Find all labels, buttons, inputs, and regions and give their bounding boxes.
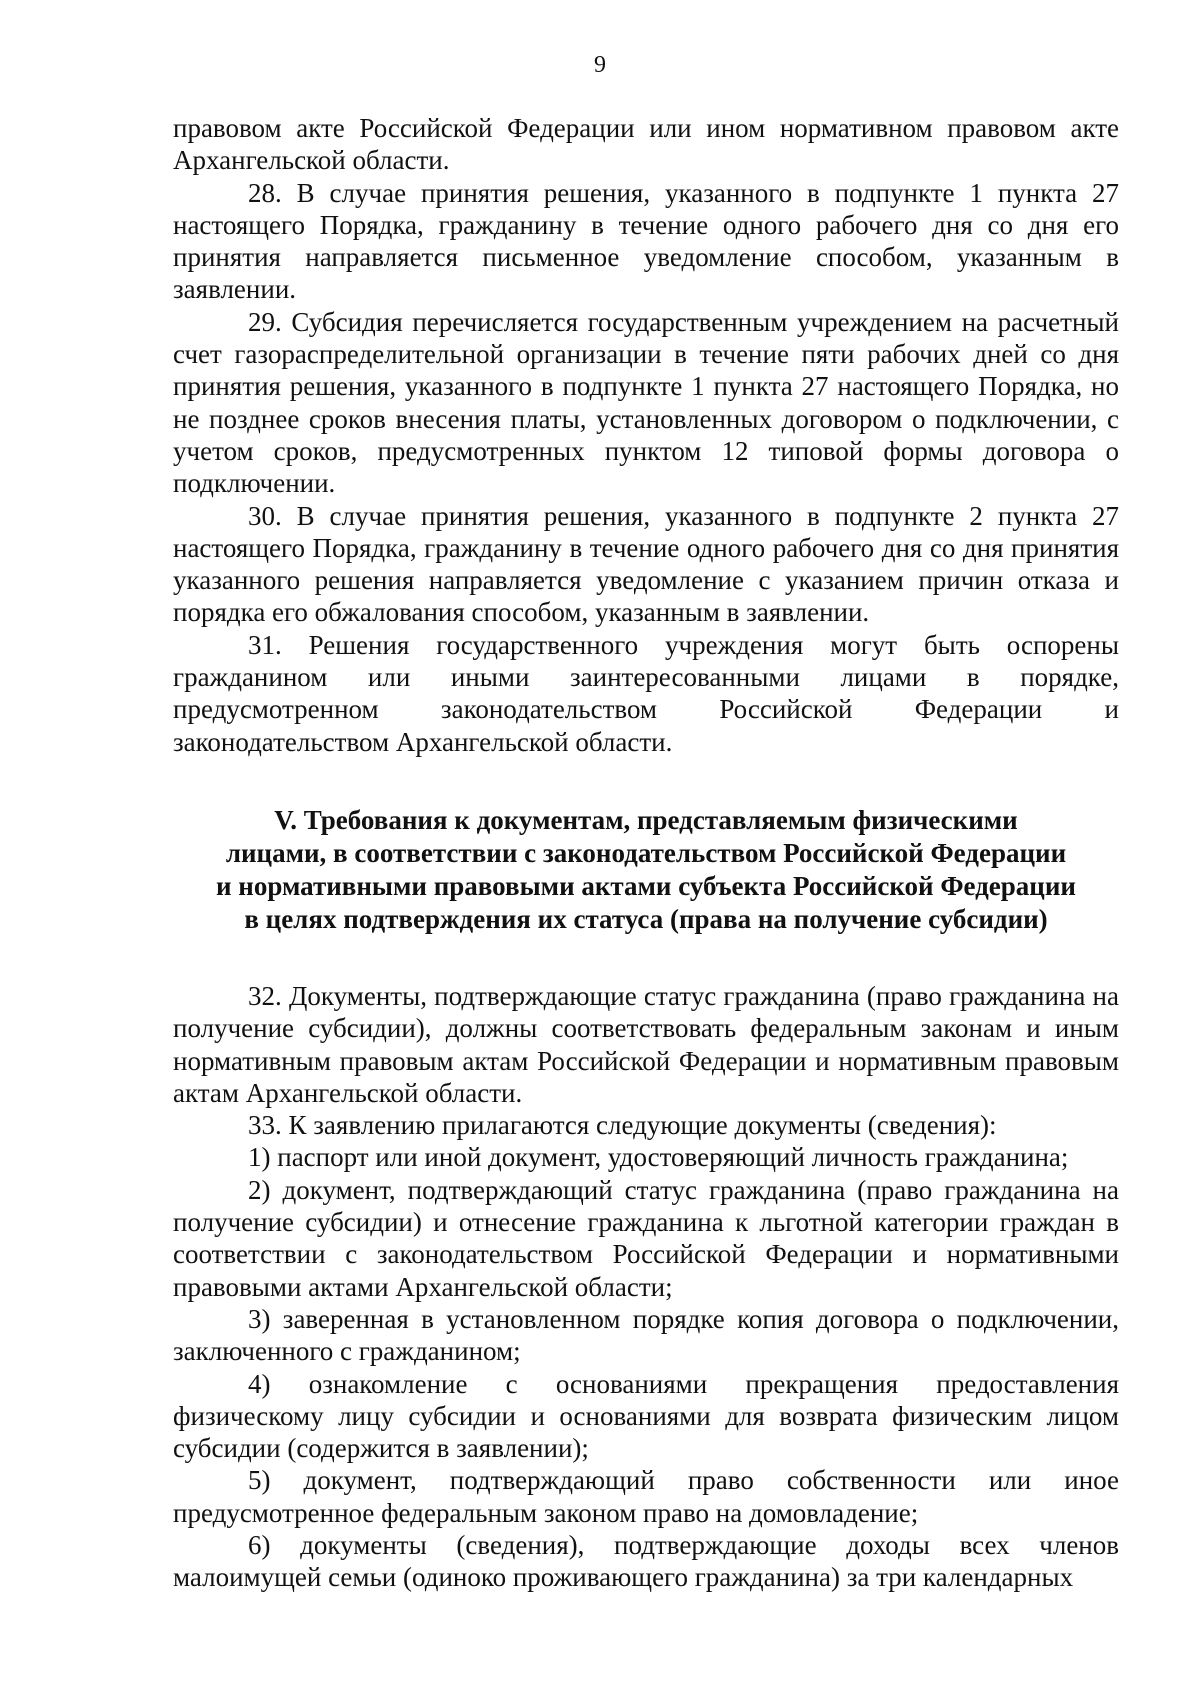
paragraphs-before-heading	[173, 112, 1119, 758]
list-item-4: 4) ознакомление с основаниями прекращения предоставления физическому лицу субсидии и основаниями для возврата физическим лицом субсидии (содержится в заявлении);	[173, 1368, 1119, 1464]
document-body	[173, 112, 1119, 1594]
paragraph-30: 30. В случае принятия решения, указанного в подпункте 2 пункта 27 настоящего Порядка, гражданину в течение одного рабочего дня со дня принятия указанного решения направляется уведомление с указанием причин отказа и порядка его обжалования способом, указанным в заявлении.	[173, 500, 1119, 628]
heading-line: лицами, в соответствии с законодательством Российской Федерации	[225, 837, 1067, 868]
page-number: 9	[594, 52, 606, 78]
heading-line: V. Требования к документам, представляемым физическими	[274, 804, 1018, 835]
spacer	[173, 936, 1119, 980]
paragraph-33: 33. К заявлению прилагаются следующие документы (сведения):	[248, 1110, 997, 1141]
list-item-2: 2) документ, подтверждающий статус гражданина (право гражданина на получение субсидии) и отнесение гражданина к льготной категории граждан в соответствии с законодательством Российской Федерации и нормативными правовыми актами Архангельской области;	[173, 1174, 1119, 1302]
paragraph-31: 31. Решения государственного учреждения могут быть оспорены гражданином или иными заинтересованными лицами в порядке, предусмотренном законодательством Российской Федерации и законодательством Архангельской области.	[173, 629, 1119, 757]
paragraph-continuation: правовом акте Российской Федерации или ином нормативном правовом акте Архангельской области.	[173, 113, 1119, 176]
paragraph-28: 28. В случае принятия решения, указанного в подпункте 1 пункта 27 настоящего Порядка, гражданину в течение одного рабочего дня со дня его принятия направляется письменное уведомление способом, указанным в заявлении.	[173, 177, 1119, 305]
spacer	[173, 758, 1119, 804]
list-item-5: 5) документ, подтверждающий право собственности или иное предусмотренное федеральным законом право на домовладение;	[173, 1465, 1119, 1528]
list-item-6: 6) документы (сведения), подтверждающие доходы всех членов малоимущей семьи (одиноко проживающего гражданина) за три календарных	[173, 1529, 1119, 1593]
heading-line: в целях подтверждения их статуса (права на получение субсидии)	[244, 903, 1048, 934]
heading-line: и нормативными правовыми актами субъекта Российской Федерации	[216, 870, 1076, 901]
paragraph-29: 29. Субсидия перечисляется государственным учреждением на расчетный счет газораспределительной организации в течение пяти рабочих дней со дня принятия решения, указанного в подпункте 1 пункта 27 настоящего Порядка, но не позднее сроков внесения платы, установленных договором о подключении, с учетом сроков, предусмотренных пунктом 12 типовой формы договора о подключении.	[173, 306, 1119, 499]
list-item-1: 1) паспорт или иной документ, удостоверяющий личность гражданина;	[248, 1142, 1069, 1173]
paragraphs-after-heading	[173, 980, 1119, 1594]
section-heading	[173, 804, 1119, 936]
paragraph-32: 32. Документы, подтверждающие статус гражданина (право гражданина на получение субсидии), должны соответствовать федеральным законам и иным нормативным правовым актам Российской Федерации и нормативным правовым актам Архангельской области.	[173, 980, 1119, 1108]
list-item-3: 3) заверенная в установленном порядке копия договора о подключении, заключенного с гражданином;	[173, 1303, 1119, 1367]
